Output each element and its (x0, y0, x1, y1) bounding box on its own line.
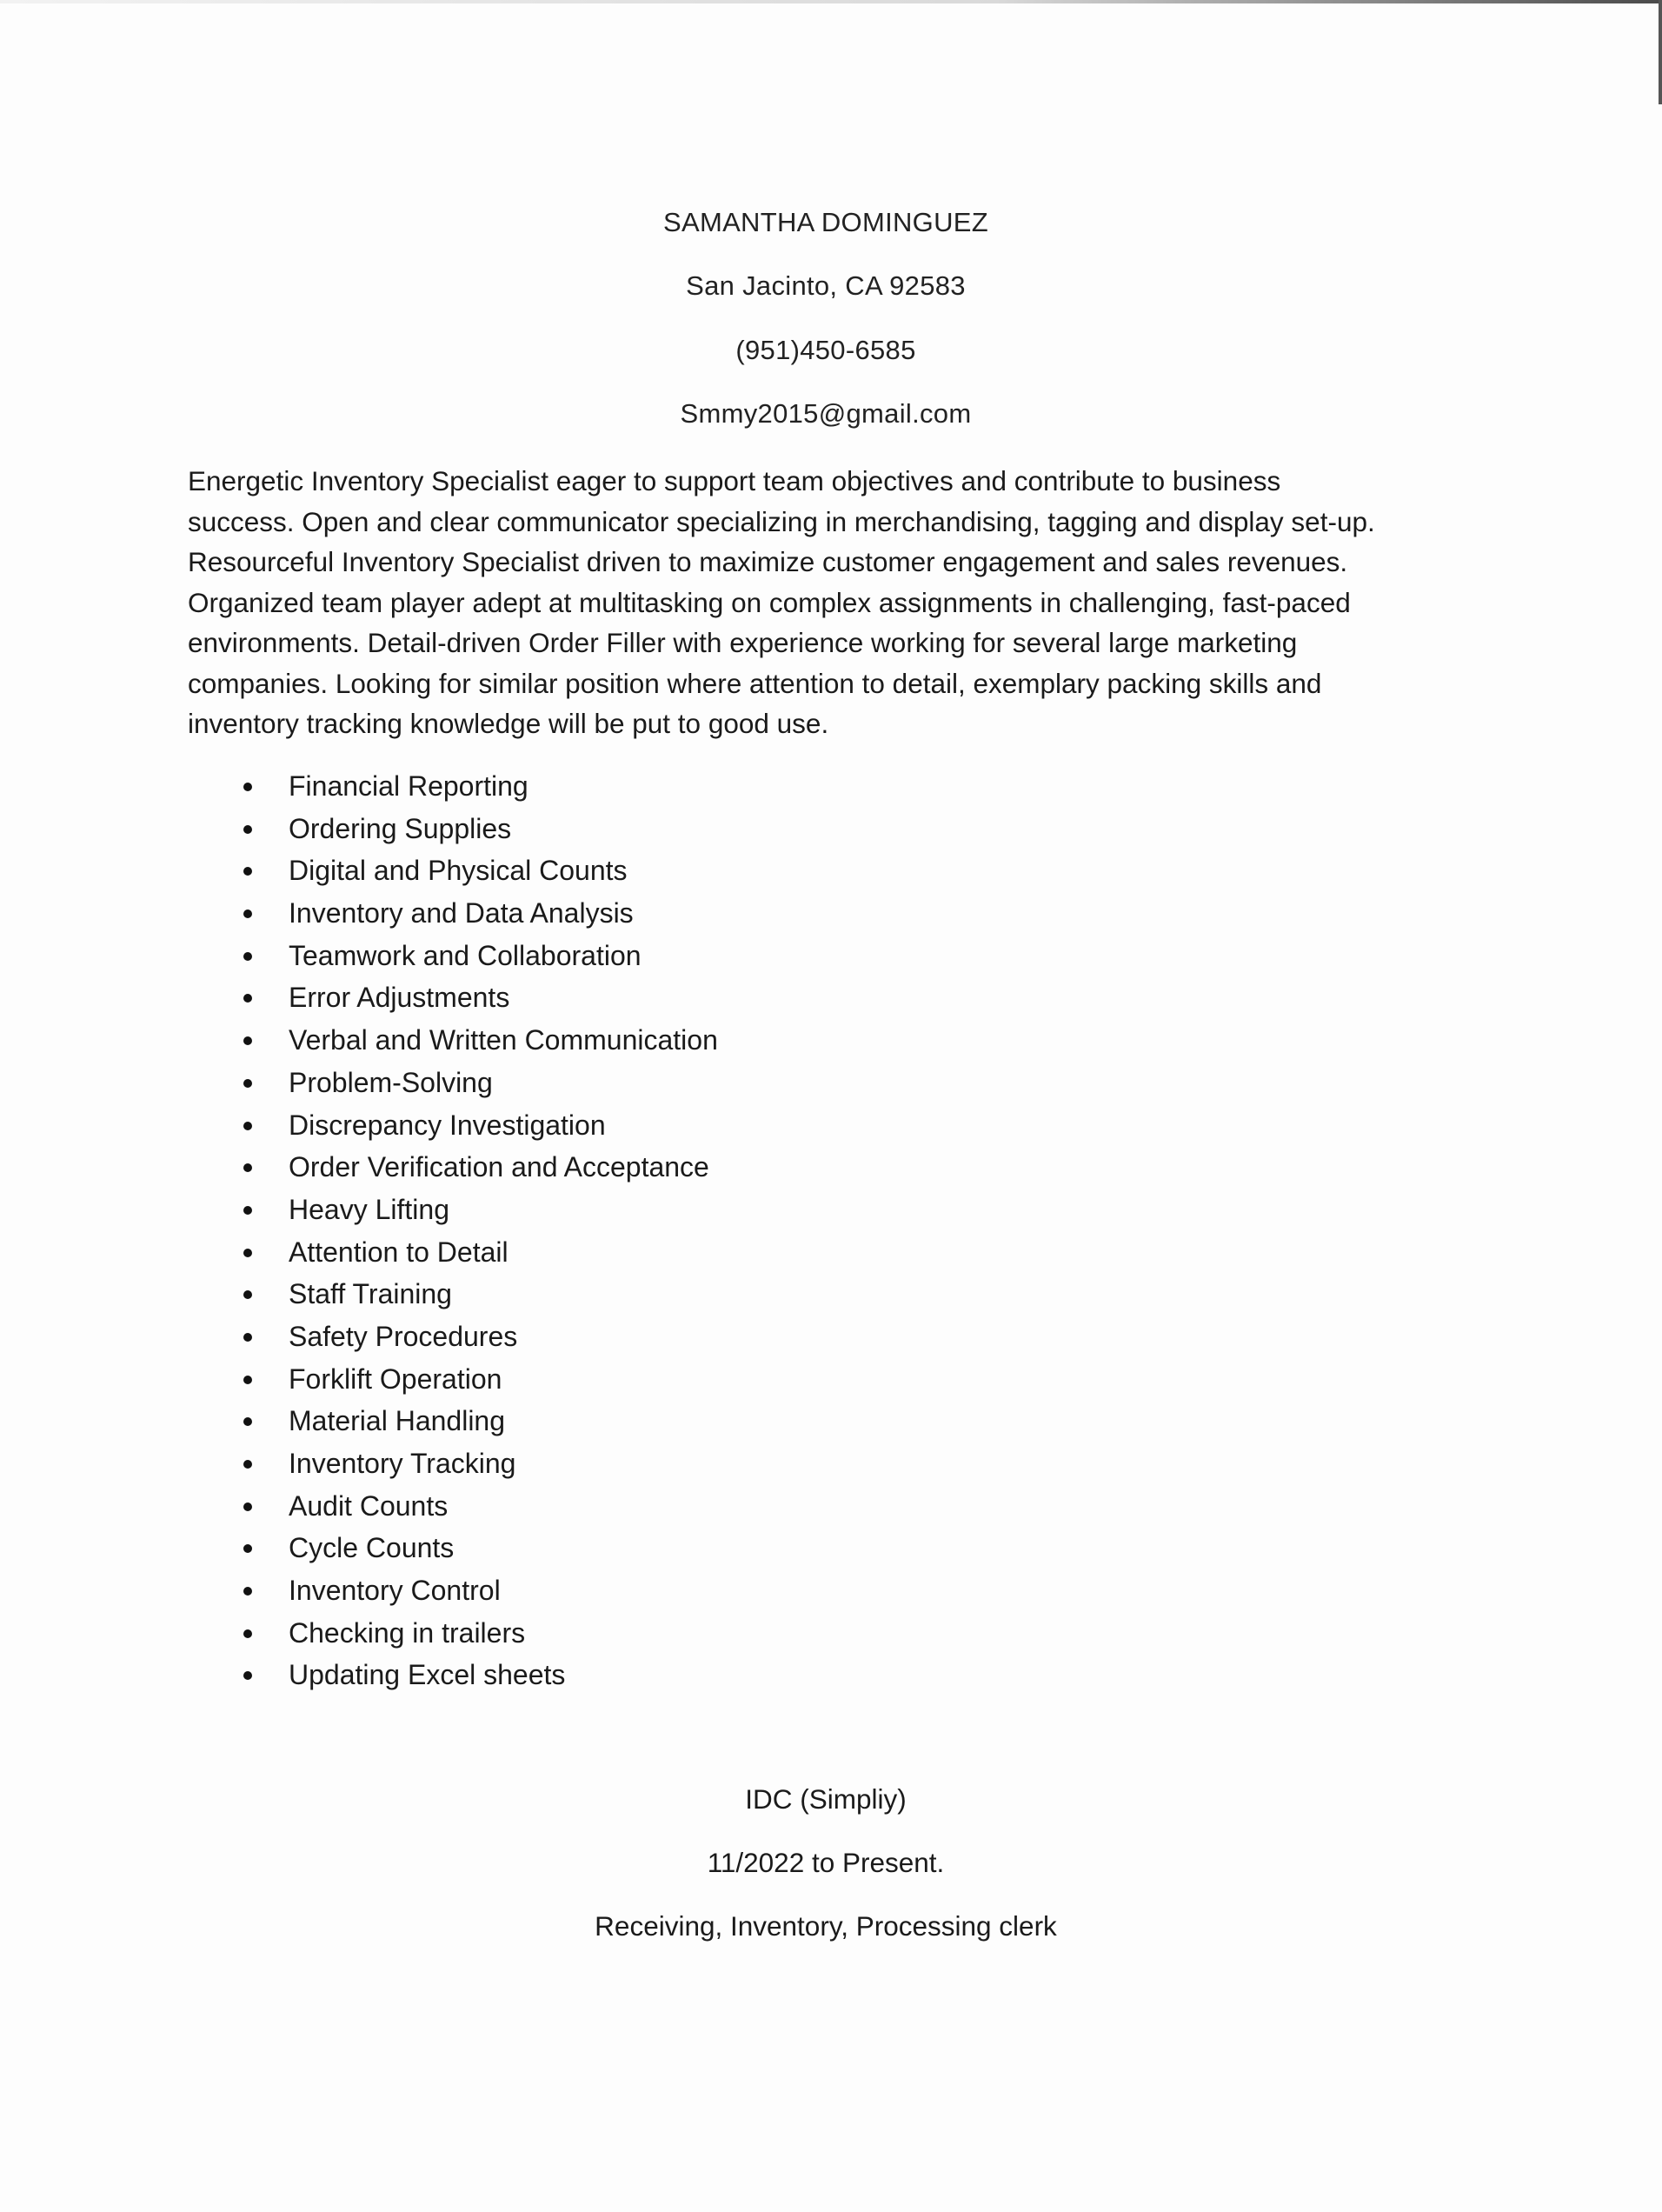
summary-line: success. Open and clear communicator specializing in merchandising, tagging and display set-up. (188, 505, 1375, 537)
skill-label: Material Handling (289, 1405, 506, 1437)
skill-label: Attention to Detail (289, 1236, 509, 1268)
skill-label: Discrepancy Investigation (289, 1109, 606, 1141)
job-title: Receiving, Inventory, Processing clerk (595, 1910, 1057, 1942)
skill-label: Error Adjustments (289, 982, 510, 1014)
bullet-icon (243, 1249, 252, 1257)
bullet-icon (243, 825, 252, 834)
skill-label: Updating Excel sheets (289, 1659, 566, 1691)
skill-label: Heavy Lifting (289, 1193, 449, 1225)
skill-label: Verbal and Written Communication (289, 1024, 718, 1056)
applicant-email: Smmy2015@gmail.com (680, 398, 972, 429)
bullet-icon (243, 1671, 252, 1680)
bullet-icon (243, 1290, 252, 1299)
bullet-icon (243, 994, 252, 1003)
summary-line: environments. Detail-driven Order Filler with experience working for several large marketing (188, 627, 1298, 658)
summary-line: Organized team player adept at multitasking on complex assignments in challenging, fast-paced (188, 586, 1351, 618)
summary-line: Resourceful Inventory Specialist driven to maximize customer engagement and sales revenues. (188, 546, 1348, 577)
summary-line: inventory tracking knowledge will be put to good use. (188, 708, 829, 739)
page-top-edge (0, 0, 1662, 3)
bullet-icon (243, 1502, 252, 1511)
bullet-icon (243, 952, 252, 961)
skill-label: Inventory Tracking (289, 1448, 516, 1479)
applicant-phone: (951)450-6585 (735, 335, 916, 365)
bullet-icon (243, 1036, 252, 1045)
page-right-edge (1659, 0, 1662, 104)
skill-label: Financial Reporting (289, 770, 529, 802)
skill-label: Digital and Physical Counts (289, 855, 628, 887)
bullet-icon (243, 1206, 252, 1215)
skill-label: Forklift Operation (289, 1363, 502, 1395)
bullet-icon (243, 1544, 252, 1553)
applicant-name: SAMANTHA DOMINGUEZ (663, 207, 988, 237)
bullet-icon (243, 1417, 252, 1426)
skill-label: Teamwork and Collaboration (289, 939, 642, 971)
skill-label: Staff Training (289, 1278, 452, 1310)
skill-label: Inventory and Data Analysis (289, 897, 634, 929)
skill-label: Safety Procedures (289, 1320, 518, 1352)
employment-dates: 11/2022 to Present. (707, 1847, 945, 1878)
summary-line: Energetic Inventory Specialist eager to support team objectives and contribute to business (188, 465, 1281, 496)
bullet-icon (243, 1079, 252, 1088)
bullet-icon (243, 1587, 252, 1596)
bullet-icon (243, 1333, 252, 1342)
bullet-icon (243, 867, 252, 876)
bullet-icon (243, 1460, 252, 1469)
skill-label: Ordering Supplies (289, 812, 512, 844)
skill-label: Inventory Control (289, 1575, 501, 1607)
skill-label: Order Verification and Acceptance (289, 1151, 709, 1183)
bullet-icon (243, 783, 252, 791)
skill-label: Cycle Counts (289, 1532, 455, 1564)
applicant-location: San Jacinto, CA 92583 (686, 270, 966, 301)
skill-label: Audit Counts (289, 1489, 449, 1522)
bullet-icon (243, 1122, 252, 1130)
professional-summary (188, 461, 1466, 744)
employer-name: IDC (Simpliy) (745, 1783, 907, 1815)
bullet-icon (243, 1376, 252, 1384)
bullet-icon (243, 1163, 252, 1172)
bullet-icon (243, 909, 252, 918)
skill-label: Checking in trailers (289, 1616, 526, 1649)
skill-label: Problem-Solving (289, 1066, 493, 1098)
summary-line: companies. Looking for similar position where attention to detail, exemplary packing skills and (188, 667, 1322, 699)
bullet-icon (243, 1629, 252, 1638)
